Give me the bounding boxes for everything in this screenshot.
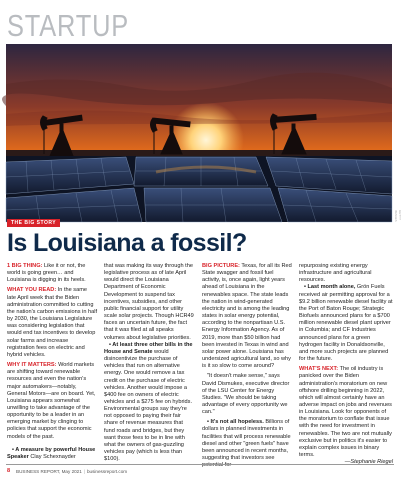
paragraph: • It's not all hopeless. Billions of dollars in planned investments in facilities that will process renewable diesel and other "green fuels" have been announced in recent months, suggesting that investors see potential for: [202, 419, 291, 469]
article-column-1: [7, 263, 97, 461]
article-column-4: [299, 263, 393, 466]
site-url: businessreport.com: [87, 468, 128, 474]
article-column-3: [202, 263, 292, 469]
paragraph: WHY IT MATTERS: World markets are shifting toward renewable resources and even the nation's major automakers—notably, General Motors—are on board. Yet, Louisiana appears somewhat unwilling to take advantage of the opportunity to be a leader in an emerging market by clinging to policies that support the economic models of the past.: [7, 362, 96, 440]
paragraph: WHAT'S NEXT: The oil industry is panicked over the Biden administration's moratorium on new offshore drilling beginning in 2022, which will almost certainly have an adverse impact on jobs and revenues in Louisiana. Look for opponents of the moratorium to conflate that issue with the need for investment in renewables. The two are not mutually exclusive but in politics it's easier to explain complex issues in binary terms.: [299, 366, 392, 459]
article-column-2: [104, 263, 194, 463]
headline: Is Louisiana a fossil?: [7, 229, 247, 257]
folio: [16, 469, 127, 474]
byline: —Stephanie Riegel: [344, 459, 393, 466]
story-kicker: THE BIG STORY: [7, 219, 60, 227]
paragraph: "It doesn't make sense," says David Dismukes, executive director of the LSU Center for Energy Studies. "We should be taking advantage of every opportunity we can.": [202, 373, 290, 416]
paragraph: BIG PICTURE: Texas, for all its Red State swagger and fossil fuel activity, is, once again, light years ahead of Louisiana in the renewables space. The state leads the nation in wind-generated electricity and is among the leading states in solar energy potential, according to the nonpartisan U.S. Energy Information Agency. As of 2019, more than $50 billion had been invested in Texas in wind and solar power alone. Louisiana has undersized agricultural land, so why is it so slow to come around?: [202, 263, 292, 370]
paragraph: • Last month alone, Grön Fuels received air permitting approval for a $9.2 billion renewable diesel facility at the Port of Baton Rouge; Strategic Biofuels announced plans for a $700 million renewable diesel plant upriver in Columbia; and CF Industries announced plans for a green hydrogen facility in Donaldsonville, and more such projects are planned for the future.: [299, 284, 393, 363]
paragraph: repurposing existing energy infrastructure and agricultural resources.: [299, 263, 372, 284]
page-number: 8: [7, 468, 11, 474]
footer-rule: [6, 464, 394, 465]
folio-separator: |: [83, 468, 85, 474]
oil-field-sunset-photo: [6, 44, 392, 222]
paragraph: WHAT YOU READ: In the same late April week that the Biden administration committed to cutting the nation's carbon emissions in half by 2030, the Louisiana Legislature was considering legislation that would end tax incentives to develop solar farms and increase registration fees on electric and hybrid vehicles.: [7, 287, 97, 358]
paragraph: 1 BIG THING: Like it or not, the world is going green… and Louisiana is digging in its heels.: [7, 263, 86, 284]
paragraph: • A measure by powerful House Speaker Clay Schexnayder: [7, 446, 96, 460]
publication-name: BUSINESS REPORT, May 2021: [16, 468, 82, 474]
section-title: STARTUP: [7, 8, 130, 43]
photo-credit: GETTY IMAGES: [394, 210, 402, 222]
paragraph: that was making its way through the legislative process as of late April would direct the Louisiana Department of Economic Development to suspend tax incentives, subsidies, and other public financial support for utility scale solar projects. Though HCR49 faces an uncertain future, the fact that it was filed at all speaks volumes about legislative priorities.: [104, 263, 194, 341]
paragraph: • At least three other bills in the House and Senate would disincentivize the purchase of vehicles that run on alternative energy. One would remove a tax credit on the purchase of electric vehicles. Another would impose a $400 fee on owners of electric vehicles and a $275 fee on hybrids. Environmental groups say they're not opposed to paying their fair share of revenue measures that fund roads and bridges, but they want those fees to be in line with what the owners of gas-guzzling vehicles pay (which is less than $100).: [104, 341, 193, 463]
